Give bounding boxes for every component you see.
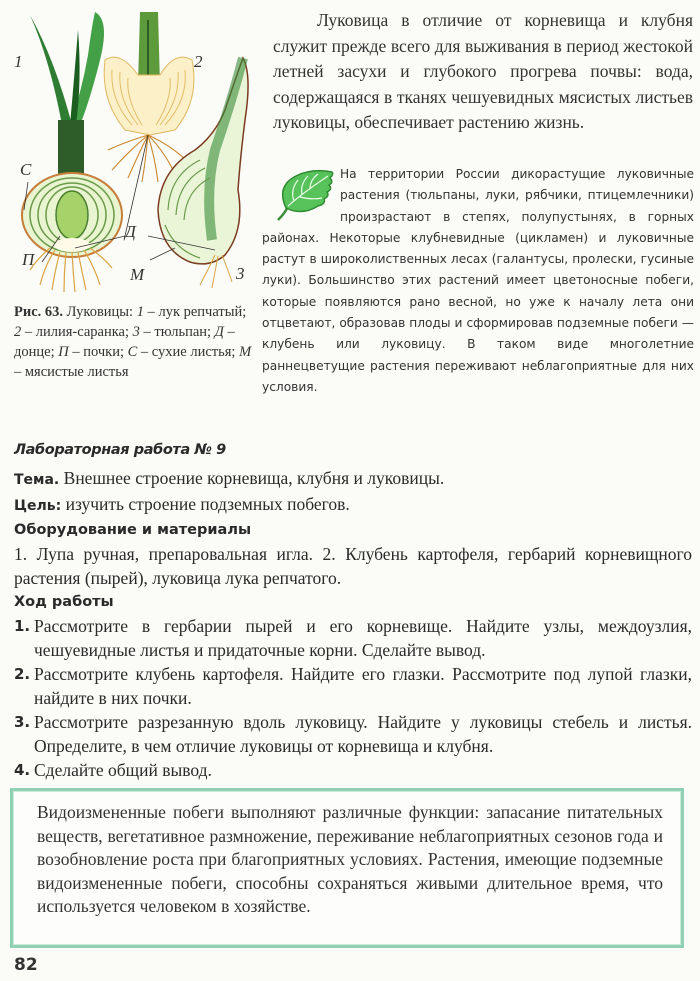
goal-label: Цель: xyxy=(14,498,62,514)
topic-label: Тема. xyxy=(14,472,60,488)
bulb-drawings xyxy=(0,0,275,298)
caption-fragment: – почки; xyxy=(68,344,128,360)
procedure-heading: Ход работы xyxy=(14,594,114,610)
lab-work-section xyxy=(14,442,692,782)
procedure-step xyxy=(14,710,692,758)
figure-label-m: М xyxy=(130,265,145,284)
caption-fragment: – лук репчатый; xyxy=(143,304,247,320)
caption-fragment: 1 xyxy=(136,304,144,320)
caption-number: Рис. 63. xyxy=(14,304,64,320)
figure-label-d: Д xyxy=(125,222,136,241)
figure-label-s: С xyxy=(20,160,32,179)
step-text: Рассмотрите клубень картофеля. Найдите его глазки. Рассмотрите под лупой глазки, найдите в них почки. xyxy=(34,664,692,708)
step-number: 4. xyxy=(14,761,31,779)
figure-label-1: 1 xyxy=(14,52,23,71)
figure-caption xyxy=(14,302,254,382)
lab-title: Лабораторная работа № 9 xyxy=(14,442,226,458)
caption-fragment: С xyxy=(127,344,138,360)
aside-text: На территории России дикорастущие луковичные растения (тюльпаны, луки, рябчики, птицемлечники) произрастают в степях, полупустынях, в горных районах. Некоторые клубневидные (цикламен) и луковичные растут в широколиственных лесах (галантусы, пролески, гусиные луки). Большинство этих растений имеет цветоносные побеги, которые появляются рано весной, но уже к началу лета они отцветают, образовав плоды и сформировав подземные побеги — клубень или луковицу. В таком виде многолетние раннецветущие растения переживают неблагоприятные для них условия. xyxy=(262,167,694,394)
step-text: Сделайте общий вывод. xyxy=(34,760,212,780)
procedure-step xyxy=(14,662,692,710)
caption-fragment: – тюльпан; xyxy=(139,324,215,340)
figure-label-3: 3 xyxy=(236,264,245,283)
caption-fragment: 3 xyxy=(132,324,140,340)
intro-paragraph: Луковица в отличие от корневища и клубня служит прежде всего для выживания в период жестокой летней засухи и глубокого прогрева почвы: вода, содержащаяся в тканях чешуевидных мясистых листьев луковицы, обеспечивает растению жизнь. xyxy=(273,10,693,132)
caption-fragment: – мясистые листья xyxy=(14,364,129,380)
caption-fragment: 2 xyxy=(14,324,22,340)
bulbs-illustration xyxy=(0,0,275,298)
step-number: 3. xyxy=(14,713,31,731)
topic-text: Внешнее строение корневища, клубня и луковицы. xyxy=(59,468,445,488)
step-number: 2. xyxy=(14,665,31,683)
step-text: Рассмотрите в гербарии пырей и его корневище. Найдите узлы, междоузлия, чешуевидные листья и придаточные корни. Сделайте вывод. xyxy=(34,616,692,660)
goal-text: изучить строение подземных побегов. xyxy=(61,494,350,514)
step-number: 1. xyxy=(14,617,31,635)
caption-fragment: М xyxy=(239,344,252,360)
figure-label-2: 2 xyxy=(194,52,203,71)
caption-fragment: Д xyxy=(214,324,224,340)
lab-goal xyxy=(14,492,692,518)
caption-fragment: Луковицы: xyxy=(63,304,137,320)
leaf-icon xyxy=(272,168,338,226)
summary-box xyxy=(10,788,684,948)
caption-fragment: – донце; xyxy=(14,324,235,360)
procedure-steps xyxy=(14,614,692,782)
procedure-step xyxy=(14,758,692,782)
summary-text: Видоизмененные побеги выполняют различные функции: запасание питательных веществ, вегетативное размножение, переживание неблагоприятных сезонов года и возобновление роста при благоприятных условиях. Растения, имеющие подземные видоизмененные побеги, способны сохраняться живыми длительное время, что используется человеком в хозяйстве. xyxy=(37,802,663,916)
caption-fragment: П xyxy=(58,344,69,360)
caption-fragment: – лилия-саранка; xyxy=(21,324,133,340)
procedure-step xyxy=(14,614,692,662)
equipment-heading: Оборудование и материалы xyxy=(14,522,252,538)
equipment-text: 1. Лупа ручная, препаровальная игла. 2. Клубень картофеля, гербарий корневищного растения (пырей), луковица лука репчатого. xyxy=(14,544,692,588)
lab-topic xyxy=(14,466,692,492)
page-number: 82 xyxy=(14,955,38,975)
caption-fragment: – сухие листья; xyxy=(137,344,240,360)
step-text: Рассмотрите разрезанную вдоль луковицу. Найдите у луковицы стебель и листья. Определите, в чем отличие луковицы от корневища и клубня. xyxy=(34,712,692,756)
figure-label-p: П xyxy=(22,250,35,269)
